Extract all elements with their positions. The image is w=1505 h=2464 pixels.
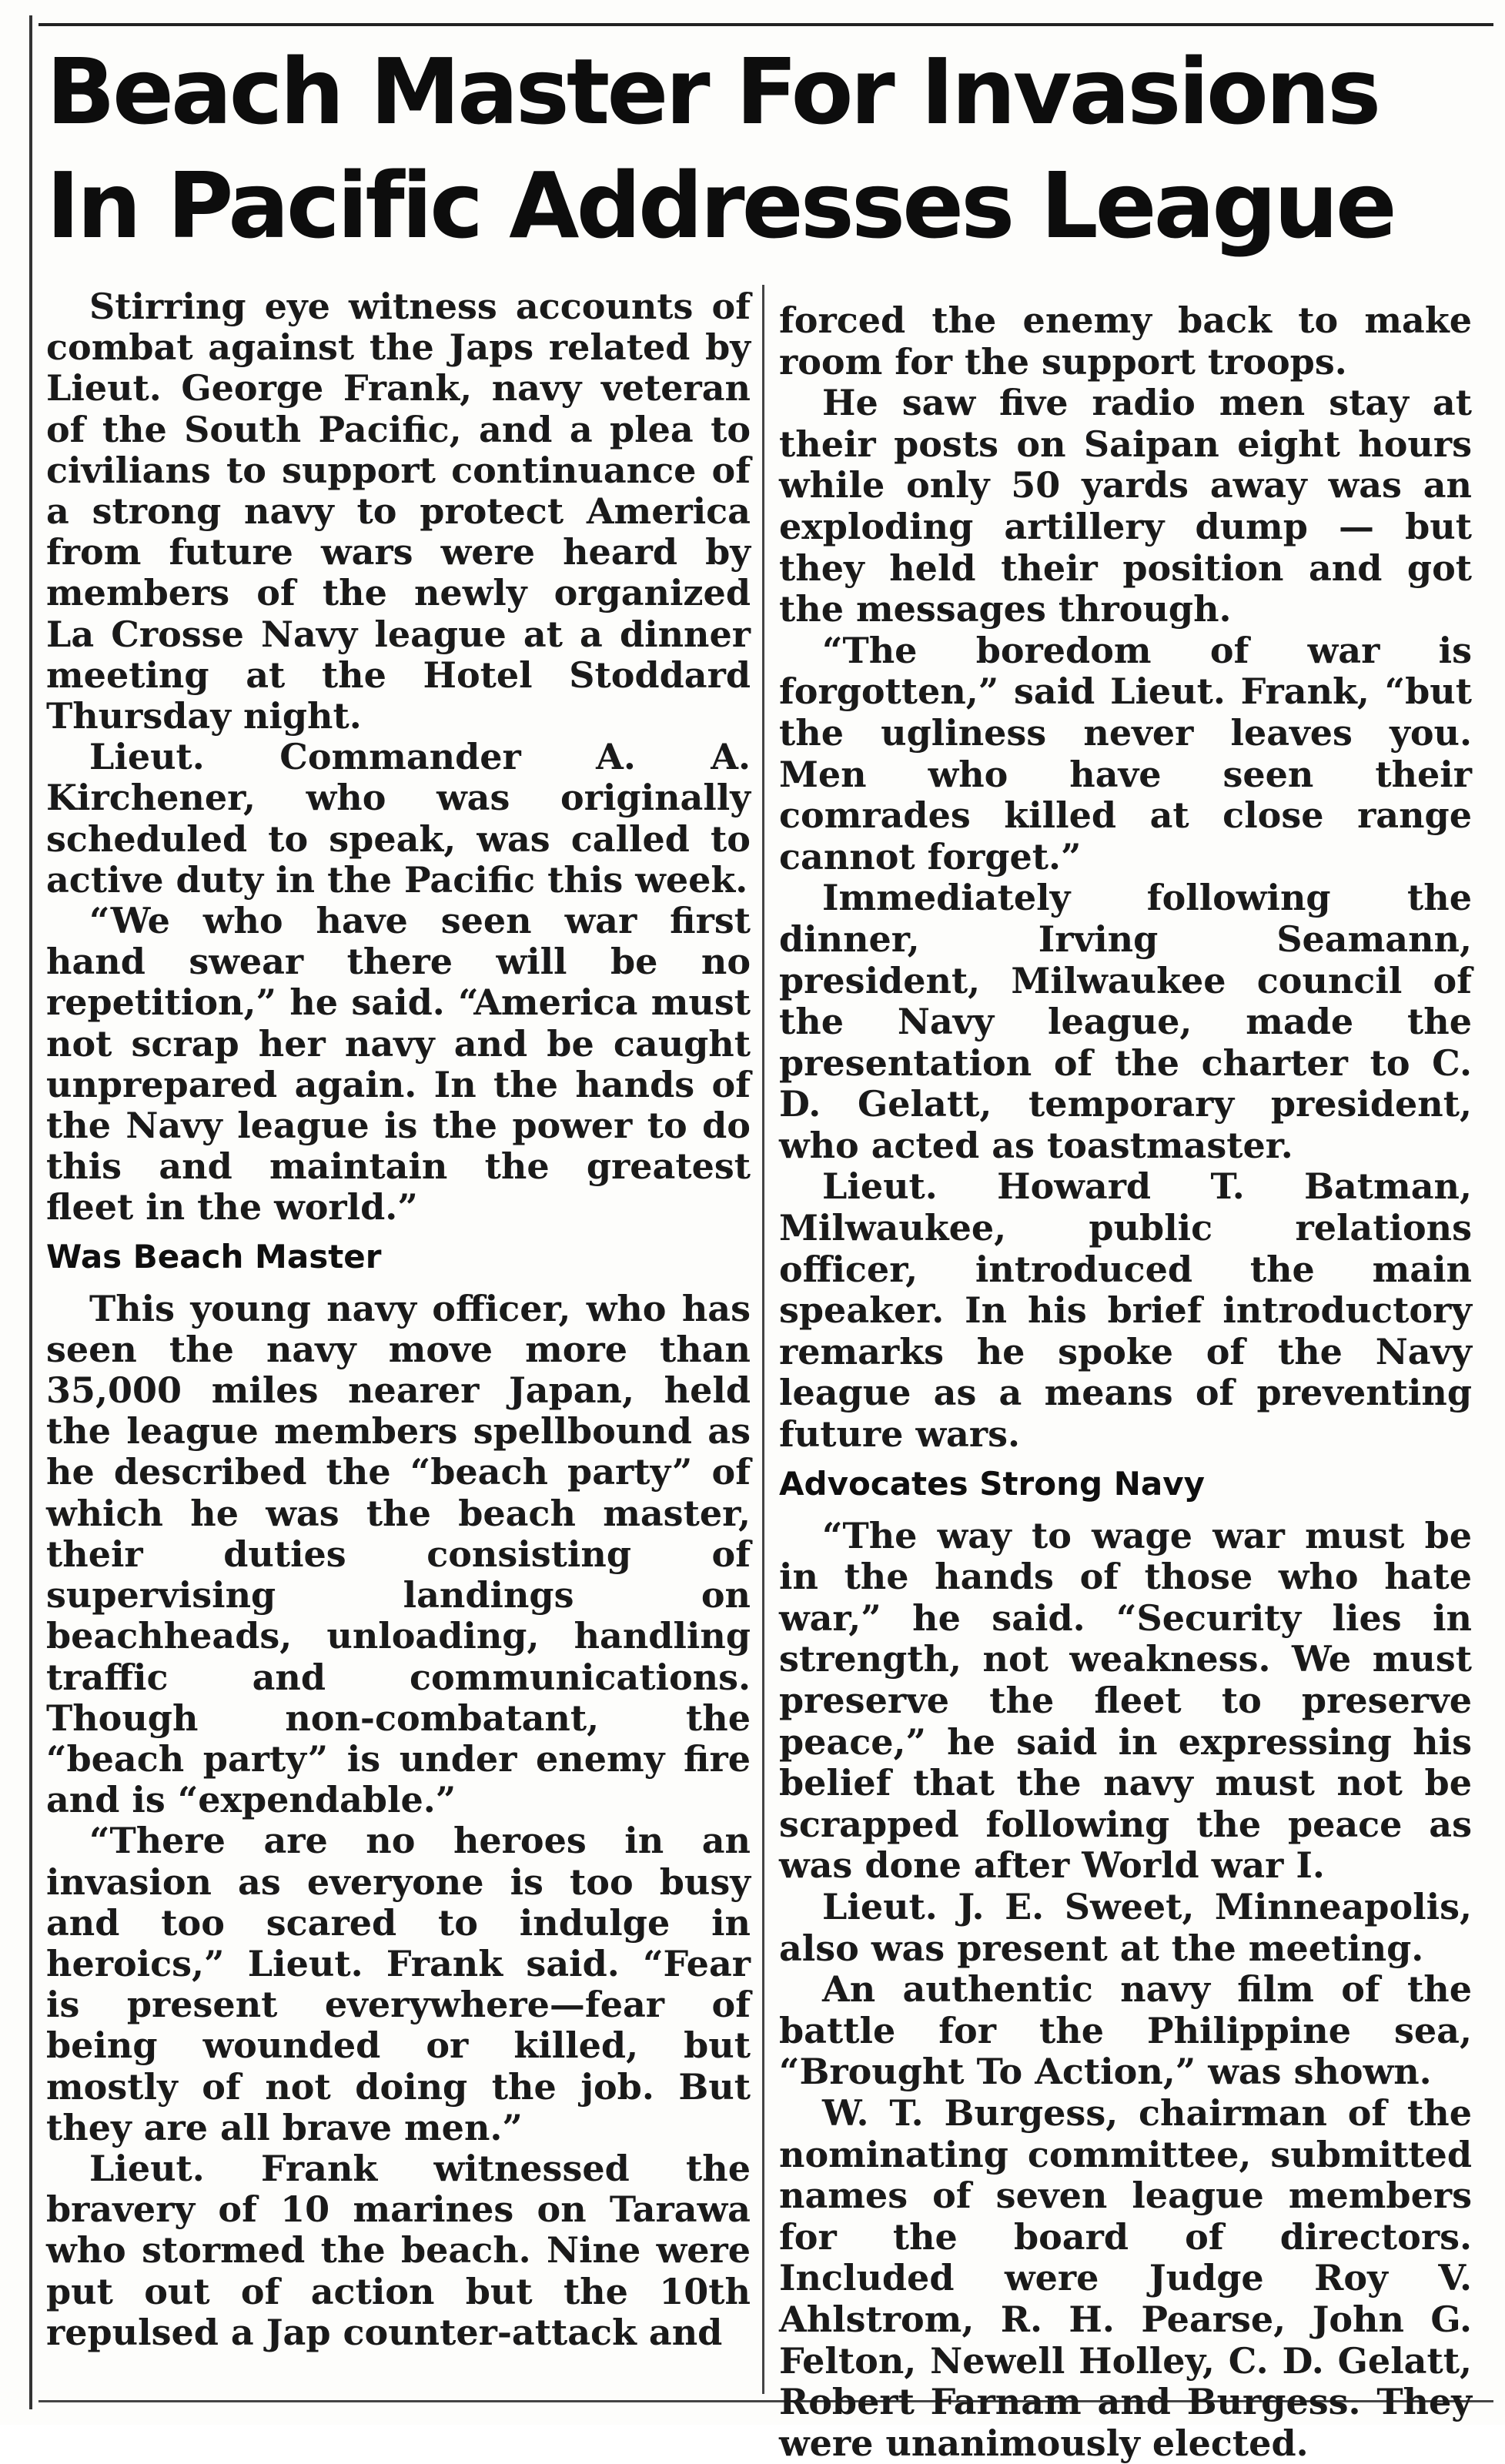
subhead-advocates-strong-navy: Advocates Strong Navy <box>779 1464 1205 1503</box>
right-column <box>779 300 1472 2464</box>
paragraph: “The boredom of war is forgotten,” said Lieut. Frank, “but the ugliness never leaves you. Men who have seen their comrades killed at close range cannot forget.” <box>779 629 1472 878</box>
paragraph: Lieut. Frank witnessed the bravery of 10 marines on Tarawa who stormed the beach. Nine were put out of action but the 10th repulsed a Jap counter-attack and <box>46 2147 751 2353</box>
paragraph: He saw five radio men stay at their posts on Saipan eight hours while only 50 yards away was an exploding artillery dump — but they held their position and got the messages through. <box>779 382 1472 630</box>
paragraph: Lieut. Commander A. A. Kirchener, who was originally scheduled to speak, was called to active duty in the Pacific this week. <box>46 736 751 901</box>
paragraph: An authentic navy film of the battle for the Philippine sea, “Brought To Action,” was shown. <box>779 1968 1472 2093</box>
left-rule <box>29 15 32 2409</box>
paragraph: Lieut. J. E. Sweet, Minneapolis, also was present at the meeting. <box>779 1885 1472 1969</box>
headline-line-2: In Pacific Addresses League <box>46 152 1394 259</box>
paragraph: “We who have seen war first hand swear there will be no repetition,” he said. “America must not scrap her navy and be caught unprepared again. In the hands of the Navy league is the power to do this and maintain the greatest fleet in the world.” <box>46 900 751 1229</box>
paragraph: W. T. Burgess, chairman of the nominating committee, submitted names of seven league members for the board of directors. Included were Judge Roy V. Ahlstrom, R. H. Pearse, John G. Felton, Newell Holley, C. D. Gelatt, Robert Farnam and Burgess. They were unanimously elected. <box>779 2091 1472 2464</box>
paragraph: Lieut. Howard T. Batman, Milwaukee, public relations officer, introduced the main speaker. In his brief introductory remarks he spoke of the Navy league as a means of preventing future wars. <box>779 1165 1472 1456</box>
column-divider <box>762 285 764 2394</box>
paragraph-continuation: forced the enemy back to make room for the support troops. <box>779 299 1472 383</box>
paragraph: This young navy officer, who has seen the navy move more than 35,000 miles nearer Japan, held the league members spellbound as he described the “beach party” of which he was the beach master, their duties consisting of supervising landings on beachheads, unloading, handling traffic and communications. Though non-combatant, the “beach party” is under enemy fire and is “expendable.” <box>46 1287 751 1821</box>
headline-line-1: Beach Master For Invasions <box>46 38 1379 145</box>
paragraph: Stirring eye witness accounts of combat against the Japs related by Lieut. George Frank, navy veteran of the South Pacific, and a plea to civilians to support continuance of a strong navy to protect America from future wars were heard by members of the newly organized La Crosse Navy league at a dinner meeting at the Hotel Stoddard Thursday night. <box>46 286 751 737</box>
subhead-was-beach-master: Was Beach Master <box>46 1237 382 1275</box>
headline <box>46 35 1463 262</box>
paragraph: Immediately following the dinner, Irving Seamann, president, Milwaukee council of the Navy league, made the presentation of the charter to C. D. Gelatt, temporary president, who acted as toastmaster. <box>779 877 1472 1166</box>
paragraph: “The way to wage war must be in the hands of those who hate war,” he said. “Security lies in strength, not weakness. We must preserve the fleet to preserve peace,” he said in expressing his belief that the navy must not be scrapped following the peace as was done after World war I. <box>779 1514 1472 1887</box>
left-column <box>46 286 751 2353</box>
top-rule <box>38 23 1493 26</box>
paragraph: “There are no heroes in an invasion as everyone is too busy and too scared to indulge in heroics,” Lieut. Frank said. “Fear is present everywhere—fear of being wounded or killed, but mostly of not doing the job. But they are all brave men.” <box>46 1820 751 2148</box>
